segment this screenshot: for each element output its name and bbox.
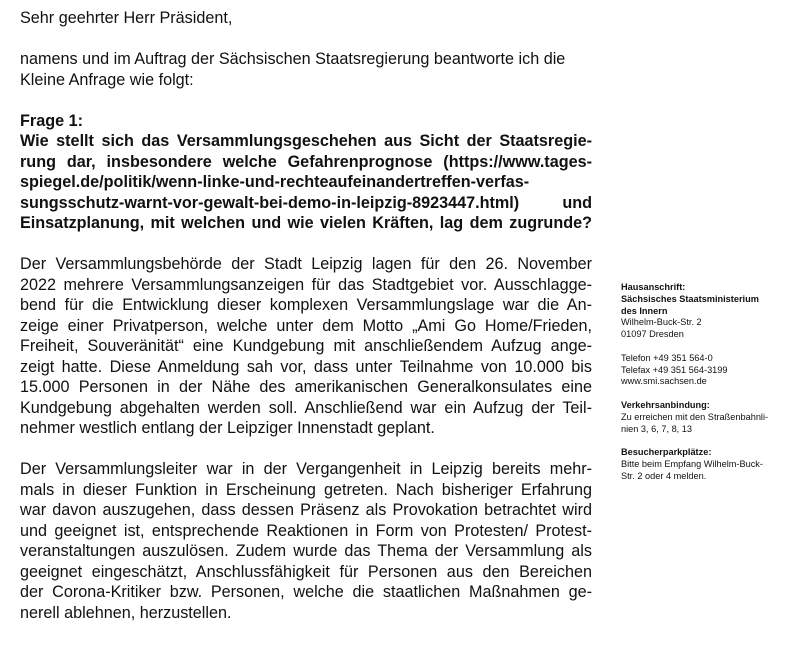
parking-line: Bitte beim Empfang Wilhelm-Buck- — [621, 458, 763, 469]
answer-line: geeignet eingeschätzt, Anschlussfähigkeit für Personen aus den Bereichen — [20, 562, 592, 581]
street-address: Wilhelm-Buck-Str. 2 — [621, 317, 702, 328]
answer-line: nerell ablehnen, herzustellen. — [20, 603, 232, 622]
city-address: 01097 Dresden — [621, 329, 684, 340]
ministry-name-line: Sächsisches Staatsministerium — [621, 293, 759, 304]
question-line: sungsschutz-warnt-vor-gewalt-bei-demo-in-leipzig-8923447.html) und — [20, 193, 592, 212]
answer-line: Der Versammlungsleiter war in der Vergangenheit in Leipzig bereits mehr- — [20, 460, 592, 478]
parking-label: Besucherparkplätze: — [621, 447, 712, 458]
intro-line: namens und im Auftrag der Sächsischen Staatsregierung beantworte ich die — [20, 50, 566, 68]
website: www.smi.sachsen.de — [621, 376, 707, 387]
ministry-name-line: des Innern — [621, 305, 668, 316]
parking-line: Str. 2 oder 4 melden. — [621, 470, 707, 481]
answer-line: veranstaltungen auszulösen. Zudem wurde das Thema der Versammlung als — [20, 542, 592, 560]
letter-body — [20, 8, 592, 644]
address-sidebar — [621, 282, 801, 483]
answer-line: 2022 mehrere Versammlungsanzeigen für das Stadtgebiet vor. Ausschlagge- — [20, 275, 592, 294]
transit-label: Verkehrsanbindung: — [621, 399, 710, 410]
answer-paragraph-1 — [20, 254, 592, 439]
salutation: Sehr geehrter Herr Präsident, — [20, 9, 233, 27]
answer-line: zeigt hatte. Diese Anmeldung sah vor, dass unter Teilnahme von 10.000 bis — [20, 357, 592, 376]
answer-paragraph-2 — [20, 459, 592, 623]
question-line: rung dar, insbesondere welche Gefahrenprognose (https://www.tages- — [20, 152, 592, 171]
answer-line: mals in dieser Funktion in Erscheinung getreten. Nach bisheriger Erfahrung — [20, 480, 592, 499]
answer-line: und geeignet ist, entsprechende Reaktionen in Form von Protesten/ Protest- — [20, 521, 592, 540]
transit-line: Zu erreichen mit den Straßenbahnli- — [621, 411, 769, 422]
answer-line: Der Versammlungsbehörde der Stadt Leipzig lagen für den 26. November — [20, 255, 592, 273]
question-line: Einsatzplanung, mit welchen und wie vielen Kräften, lag dem zugrunde? — [20, 214, 592, 232]
address-label: Hausanschrift: — [621, 282, 686, 292]
answer-line: der Corona-Kritiker bzw. Personen, welche die staatlichen Maßnahmen ge- — [20, 583, 592, 601]
answer-line: 15.000 Personen in der Nähe des amerikanischen Generalkonsulates eine — [20, 378, 592, 396]
phone-number: Telefon +49 351 564-0 — [621, 352, 713, 363]
answer-line: Kundgebung abgehalten werden soll. Anschließend war ein Aufzug der Teil- — [20, 398, 592, 417]
fax-number: Telefax +49 351 564-3199 — [621, 364, 728, 375]
answer-line: Freiheit, Souveränität“ eine Kundgebung mit anschließendem Aufzug ange- — [20, 337, 592, 355]
answer-line: bend für die Entwicklung dieser komplexen Versammlungslage war die An- — [20, 296, 592, 314]
question-line: spiegel.de/politik/wenn-linke-und-rechteaufeinandertreffen-verfas- — [20, 173, 530, 191]
answer-line: zeige einer Privatperson, welche unter dem Motto „Ami Go Home/Frieden, — [20, 316, 592, 335]
intro-line: Kleine Anfrage wie folgt: — [20, 70, 194, 89]
answer-line: war davon auszugehen, dass dessen Präsenz als Provokation betrachtet wird — [20, 501, 592, 519]
intro-paragraph — [20, 49, 592, 90]
answer-line: nehmer westlich entlang der Leipziger Innenstadt geplant. — [20, 419, 435, 437]
question-heading: Frage 1: — [20, 111, 83, 130]
question-line: Wie stellt sich das Versammlungsgeschehen aus Sicht der Staatsregie- — [20, 132, 592, 150]
question-text — [20, 131, 592, 234]
transit-line: nien 3, 6, 7, 8, 13 — [621, 423, 693, 434]
